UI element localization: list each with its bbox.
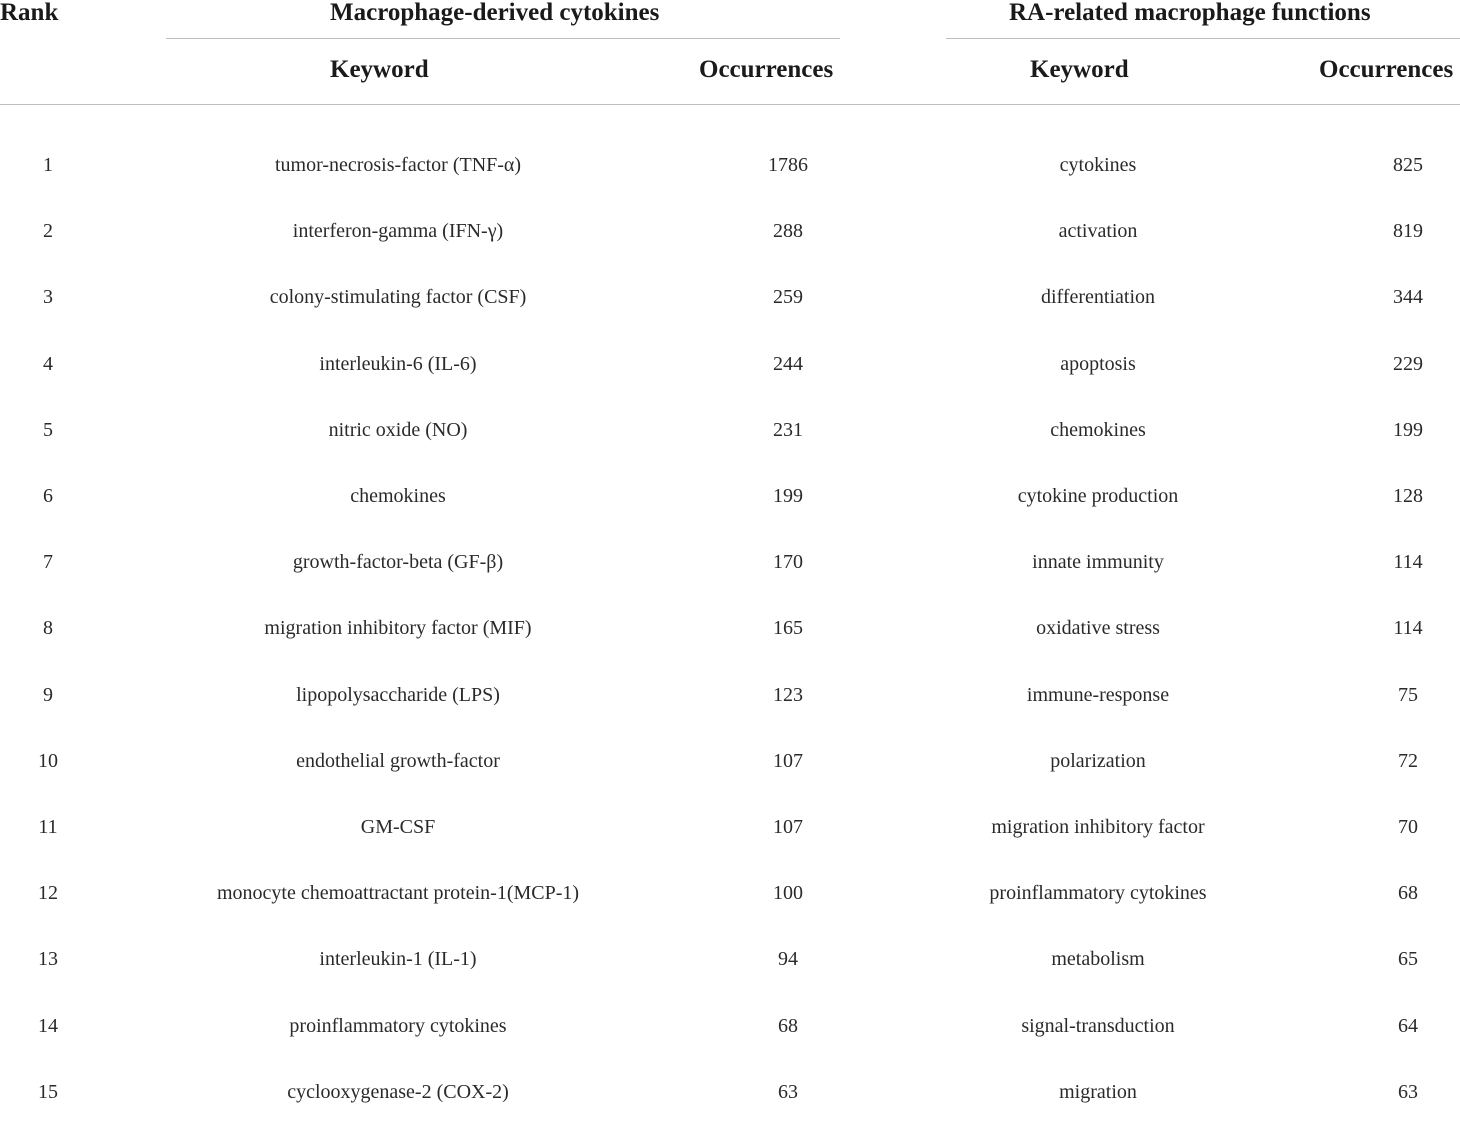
cytokine-occurrences-cell-text: 107: [773, 816, 803, 838]
group-underline-left: [166, 38, 840, 39]
function-keyword-cell-text: cytokines: [1059, 154, 1137, 176]
table-row: [0, 746, 1460, 776]
table-row: [0, 878, 1460, 908]
cytokine-occurrences-cell-text: 244: [773, 352, 803, 375]
rank-cell-text: 5: [43, 418, 53, 441]
cytokine-keyword-cell-text: interleukin-1 (IL-1): [319, 948, 477, 971]
occurrences-header-right: Occurrences: [1319, 56, 1454, 83]
function-keyword-cell-text: migration inhibitory factor: [991, 816, 1205, 838]
cytokine-occurrences-cell-text: 165: [773, 617, 803, 640]
rank-cell-text: 13: [38, 948, 58, 971]
rank-cell-text: 12: [38, 882, 58, 905]
cytokine-keyword-cell-text: proinflammatory cytokines: [289, 1014, 507, 1037]
function-keyword-cell-text: chemokines: [1050, 418, 1146, 441]
rank-cell-text: 6: [43, 485, 53, 507]
cytokine-occurrences-cell-text: 170: [773, 551, 803, 574]
table-row: [0, 415, 1460, 445]
function-keyword-cell-text: apoptosis: [1060, 352, 1136, 375]
function-keyword-cell-text: metabolism: [1051, 948, 1145, 971]
cytokine-occurrences-cell-text: 123: [773, 683, 803, 706]
table-row: [0, 481, 1460, 511]
keyword-header-left: Keyword: [330, 56, 429, 83]
function-keyword-cell-text: migration: [1059, 1080, 1137, 1103]
function-occurrences-cell-text: 825: [1393, 154, 1423, 176]
cytokine-keyword-cell-text: tumor-necrosis-factor (TNF-α): [274, 154, 522, 176]
rank-cell-text: 1: [43, 154, 53, 176]
table-row: [0, 613, 1460, 643]
function-occurrences-cell-text: 114: [1393, 551, 1423, 574]
function-keyword-cell-text: cytokine production: [1017, 485, 1179, 507]
header-bottom-rule: [0, 104, 1460, 105]
function-occurrences-cell-text: 128: [1393, 485, 1423, 507]
cytokine-keyword-cell-text: chemokines: [350, 485, 446, 507]
table-row: [0, 282, 1460, 312]
group-underline-right: [946, 38, 1460, 39]
cytokine-keyword-cell-text: GM-CSF: [360, 816, 436, 838]
cytokine-keyword-cell-text: migration inhibitory factor (MIF): [264, 617, 532, 640]
function-keyword-cell-text: differentiation: [1040, 286, 1156, 309]
function-keyword-cell-text: activation: [1058, 220, 1138, 243]
function-occurrences-cell-text: 199: [1393, 418, 1423, 441]
cytokine-occurrences-cell-text: 68: [778, 1014, 798, 1037]
function-keyword-cell-text: proinflammatory cytokines: [989, 882, 1207, 905]
function-occurrences-cell-text: 64: [1398, 1014, 1418, 1037]
rank-cell-text: 4: [43, 352, 53, 375]
cytokine-keyword-cell-text: interleukin-6 (IL-6): [319, 352, 477, 375]
cytokine-keyword-cell-text: cyclooxygenase-2 (COX-2): [287, 1080, 509, 1103]
rank-cell-text: 7: [43, 551, 53, 574]
table-row: [0, 216, 1460, 246]
table-row: [0, 944, 1460, 974]
function-occurrences-cell-text: 819: [1393, 220, 1423, 243]
table-row: [0, 349, 1460, 379]
cytokine-keyword-cell-text: interferon-gamma (IFN-γ): [292, 220, 504, 243]
group-header-ra-related-functions: RA-related macrophage functions: [1009, 0, 1371, 26]
function-occurrences-cell-text: 72: [1398, 749, 1418, 772]
function-keyword-cell-text: innate immunity: [1032, 551, 1164, 574]
function-occurrences-cell-text: 70: [1398, 816, 1418, 838]
function-keyword-cell-text: signal-transduction: [1021, 1014, 1175, 1037]
group-header-macrophage-derived-cytokines: Macrophage-derived cytokines: [330, 0, 660, 26]
cytokine-keyword-cell-text: colony-stimulating factor (CSF): [269, 286, 527, 309]
table-row: [0, 1077, 1460, 1107]
table-row: [0, 1011, 1460, 1041]
table-row: [0, 150, 1460, 180]
function-occurrences-cell-text: 344: [1393, 286, 1423, 309]
function-occurrences-cell-text: 75: [1398, 683, 1418, 706]
cytokine-keyword-cell-text: lipopolysaccharide (LPS): [296, 683, 500, 706]
rank-cell-text: 3: [43, 286, 53, 309]
function-occurrences-cell-text: 114: [1393, 617, 1423, 640]
table-row: [0, 680, 1460, 710]
cytokine-keyword-cell-text: nitric oxide (NO): [328, 418, 468, 441]
keyword-header-right: Keyword: [1030, 56, 1129, 83]
rank-header: Rank: [0, 0, 59, 26]
occurrences-header-left: Occurrences: [699, 56, 834, 83]
cytokine-keyword-cell-text: growth-factor-beta (GF-β): [292, 551, 504, 574]
cytokine-occurrences-cell-text: 107: [773, 749, 803, 772]
cytokine-occurrences-cell-text: 231: [773, 418, 803, 441]
cytokine-occurrences-cell-text: 100: [773, 882, 803, 905]
function-occurrences-cell-text: 65: [1398, 948, 1418, 971]
table-row: [0, 812, 1460, 842]
cytokine-occurrences-cell-text: 288: [773, 220, 803, 243]
cytokine-keyword-cell-text: endothelial growth-factor: [296, 749, 500, 772]
rank-cell-text: 11: [38, 816, 58, 838]
cytokine-occurrences-cell-text: 1786: [768, 154, 808, 176]
function-keyword-cell-text: oxidative stress: [1036, 617, 1160, 640]
function-keyword-cell-text: polarization: [1050, 749, 1146, 772]
cytokine-occurrences-cell-text: 199: [773, 485, 803, 507]
rank-cell-text: 15: [38, 1080, 58, 1103]
function-occurrences-cell-text: 229: [1393, 352, 1423, 375]
cytokine-keyword-cell-text: monocyte chemoattractant protein-1(MCP-1): [216, 882, 580, 905]
rank-cell-text: 8: [43, 617, 53, 640]
rank-cell-text: 14: [38, 1014, 58, 1037]
cytokine-occurrences-cell-text: 259: [773, 286, 803, 309]
rank-cell-text: 9: [43, 683, 53, 706]
cytokine-occurrences-cell-text: 63: [778, 1080, 798, 1103]
function-keyword-cell-text: immune-response: [1026, 683, 1170, 706]
table-row: [0, 547, 1460, 577]
rank-cell-text: 2: [43, 220, 53, 243]
function-occurrences-cell-text: 68: [1398, 882, 1418, 905]
rank-cell-text: 10: [38, 749, 58, 772]
cytokine-occurrences-cell-text: 94: [778, 948, 798, 971]
function-occurrences-cell-text: 63: [1398, 1080, 1418, 1103]
